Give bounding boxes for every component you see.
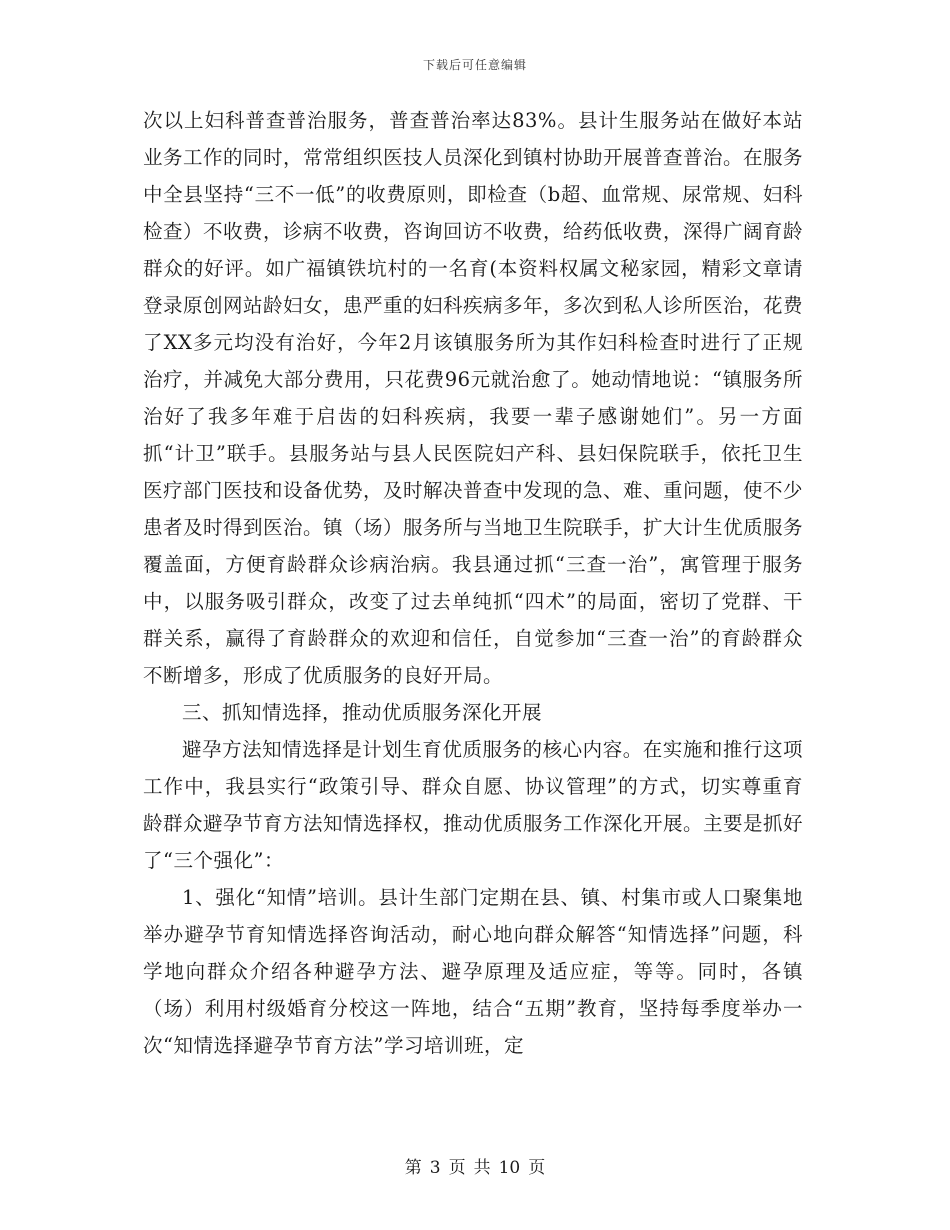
- document-body: [143, 102, 803, 1064]
- page-current-number: 3: [429, 1158, 441, 1178]
- paragraph-item-1: 1、强化“知情”培训。县计生部门定期在县、镇、村集市或人口聚集地举办避孕节育知情选择咨询活动，耐心地向群众解答“知情选择”问题，科学地向群众介绍各种避孕方法、避孕原理及适应症，等等。同时，各镇（场）利用村级婚育分校这一阵地，结合“五期”教育，坚持每季度举办一次“知情选择避孕节育方法”学习培训班，定: [143, 886, 803, 1057]
- page-label-prefix: 第: [404, 1158, 422, 1178]
- paragraph-continuation: 次以上妇科普查普治服务，普查普治率达83%。县计生服务站在做好本站业务工作的同时，常常组织医技人员深化到镇村协助开展普查普治。在服务中全县坚持“三不一低”的收费原则，即检查（b超、血常规、尿常规、妇科检查）不收费，诊病不收费，咨询回访不收费，给药低收费，深得广阔育龄群众的好评。如广福镇铁坑村的一名育(本资料权属文秘家园，精彩文章请登录原创网站龄妇女，患严重的妇科疾病多年，多次到私人诊所医治，花费了XX多元均没有治好，今年2月该镇服务所为其作妇科检查时进行了正规治疗，并减免大部分费用，只花费96元就治愈了。她动情地说：“镇服务所治好了我多年难于启齿的妇科疾病，我要一辈子感谢她们”。另一方面抓“计卫”联手。县服务站与县人民医院妇产科、县妇保院联手，依托卫生医疗部门医技和设备优势，及时解决普查中发现的急、难、重问题，使不少患者及时得到医治。镇（场）服务所与当地卫生院联手，扩大计生优质服务覆盖面，方便育龄群众诊病治病。我县通过抓“三查一治”，寓管理于服务中，以服务吸引群众，改变了过去单纯抓“四术”的局面，密切了党群、干群关系，赢得了育龄群众的欢迎和信任，自觉参加“三查一治”的育龄群众不断增多，形成了优质服务的良好开局。: [143, 109, 804, 687]
- page-number-footer: [0, 1153, 950, 1178]
- page-label-mid-1: 页: [448, 1158, 466, 1178]
- paragraph-intro: 避孕方法知情选择是计划生育优质服务的核心内容。在实施和推行这项工作中，我县实行“政策引导、群众自愿、协议管理”的方式，切实尊重育龄群众避孕节育方法知情选择权，推动优质服务工作深化开展。主要是抓好了“三个强化”：: [143, 738, 804, 872]
- page-total-number: 10: [498, 1158, 521, 1178]
- page-header-note: 下载后可任意编辑: [422, 58, 527, 72]
- section-heading: 三、抓知情选择，推动优质服务深化开展: [182, 701, 543, 724]
- page-label-suffix: 页: [528, 1158, 546, 1178]
- page-label-mid-2: 共: [473, 1158, 491, 1178]
